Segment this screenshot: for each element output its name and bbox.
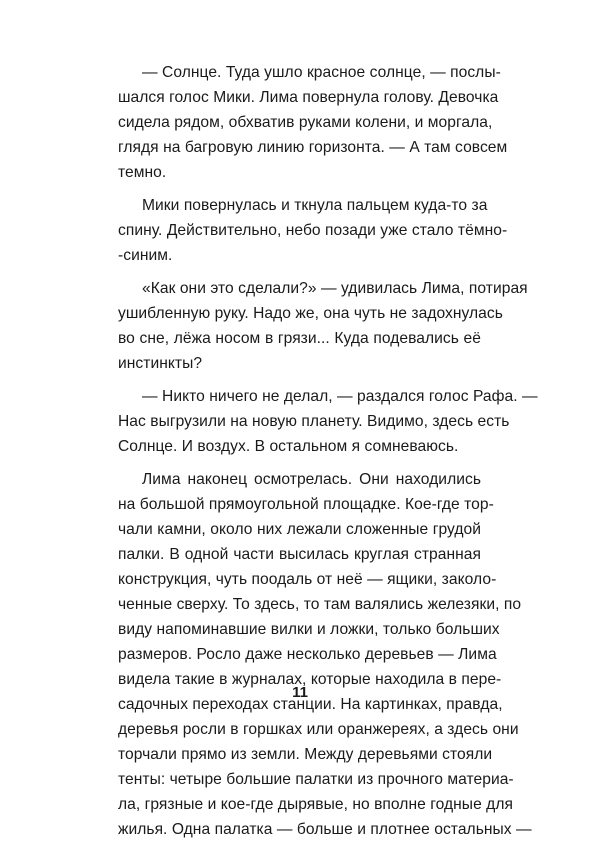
text-line: палки. В одной части высилась круглая странная (118, 546, 481, 563)
text-line: ла, грязные и кое-где дырявые, но вполне годные для (118, 796, 513, 813)
page-number: 11 (292, 684, 308, 701)
text-line: — Солнце. Туда ушло красное солнце, — послы- (142, 64, 501, 81)
text-line: Нас выгрузили на новую планету. Видимо, здесь есть (118, 413, 510, 430)
text-line: размеров. Росло даже несколько деревьев — Лима (118, 646, 497, 663)
text-line: видела такие в журналах, которые находила в пере- (118, 671, 502, 688)
paragraph-3 (118, 276, 528, 376)
paragraph-1 (118, 60, 508, 185)
text-line: жилья. Одна палатка — больше и плотнее остальных — (118, 821, 532, 838)
paragraph-4 (118, 384, 538, 459)
text-line: Лима наконец осмотрелась. Они находились (142, 471, 481, 488)
text-line: темно. (118, 164, 167, 181)
text-line: шался голос Мики. Лима повернула голову. Девочка (118, 89, 499, 106)
page-text (118, 60, 538, 850)
text-line: — Никто ничего не делал, — раздался голос Рафа. — (142, 388, 538, 405)
text-line: во сне, лёжа носом в грязи... Куда подевались её (118, 330, 481, 347)
text-line: Мики повернулась и ткнула пальцем куда-то за (142, 197, 488, 214)
text-line: ченные сверху. То здесь, то там валялись железяки, по (118, 596, 522, 613)
text-line: торчали прямо из земли. Между деревьями стояли (118, 746, 493, 763)
text-line: деревья росли в горшках или оранжереях, а здесь они (118, 721, 519, 738)
paragraph-5 (118, 467, 532, 842)
text-line: на большой прямоугольной площадке. Кое-где тор- (118, 496, 494, 513)
text-line: инстинкты? (118, 355, 203, 372)
text-line: глядя на багровую линию горизонта. — А там совсем (118, 139, 508, 156)
text-line: тенты: четыре большие палатки из прочного материа- (118, 771, 514, 788)
text-line: «Как они это сделали?» — удивилась Лима, потирая (142, 280, 528, 297)
text-line: Солнце. И воздух. В остальном я сомневаюсь. (118, 438, 459, 455)
text-line: чали камни, около них лежали сложенные грудой (118, 521, 481, 538)
text-line: садочных переходах станции. На картинках, правда, (118, 696, 503, 713)
text-line: конструкция, чуть поодаль от неё — ящики, заколо- (118, 571, 497, 588)
text-line: ушибленную руку. Надо же, она чуть не задохнулась (118, 305, 503, 322)
text-line: виду напоминавшие вилки и ложки, только больших (118, 621, 500, 638)
text-line: спину. Действительно, небо позади уже стало тёмно- (118, 222, 508, 239)
paragraph-2 (118, 193, 508, 268)
text-line: сидела рядом, обхватив руками колени, и моргала, (118, 114, 493, 131)
text-line: -синим. (118, 247, 173, 264)
